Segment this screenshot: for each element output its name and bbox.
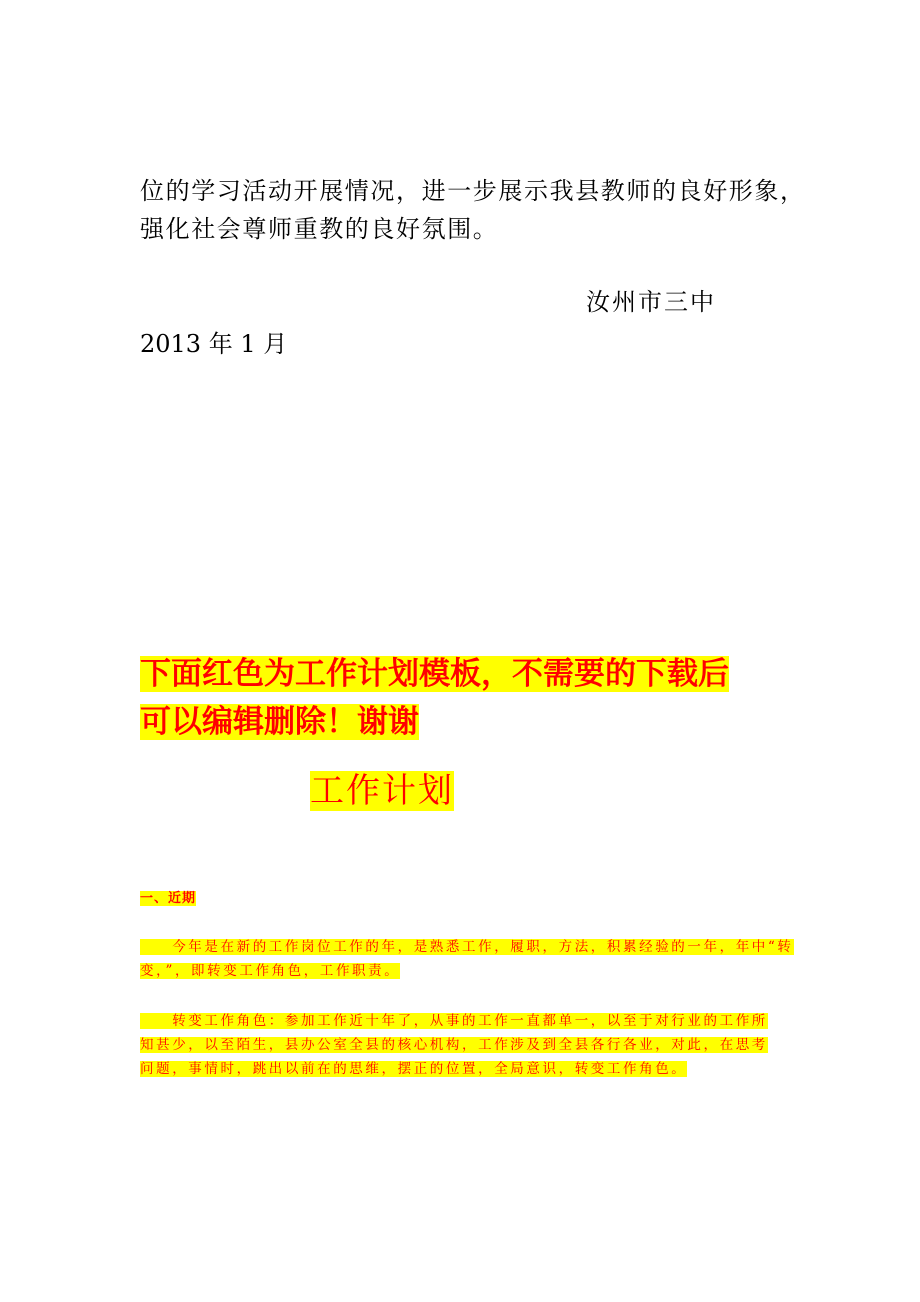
paragraph-2-text-3: 问题，事情时，跳出以前在的思维，摆正的位置，全局意识，转变工作角色。 bbox=[140, 1061, 688, 1077]
paragraph-2-text-2: 知甚少，以至陌生，县办公室全县的核心机构，工作涉及到全县各行各业，对此，在思考 bbox=[140, 1037, 768, 1053]
section-heading bbox=[140, 890, 196, 908]
template-notice-line-2 bbox=[140, 702, 419, 742]
letter-date: 2013 年 1 月 bbox=[140, 330, 288, 358]
plan-title-text: 工作计划 bbox=[310, 771, 454, 811]
paragraph-1-text-2: 变，”，即转变工作角色，工作职责。 bbox=[140, 963, 401, 979]
letter-text-line-1: 位的学习活动开展情况，进一步展示我县教师的良好形象， bbox=[140, 177, 806, 205]
paragraph-2-line-1 bbox=[140, 1012, 768, 1031]
template-notice-line-1 bbox=[140, 654, 729, 694]
paragraph-1-line-1 bbox=[140, 938, 794, 957]
paragraph-1-text-1: 今年是在新的工作岗位工作的年，是熟悉工作，履职，方法，积累经验的一年，年中“转 bbox=[140, 939, 794, 955]
template-notice-text-1: 下面红色为工作计划模板，不需要的下载后 bbox=[140, 656, 729, 692]
section-heading-text: 一、近期 bbox=[140, 891, 197, 906]
paragraph-2-line-3 bbox=[140, 1060, 687, 1079]
paragraph-1-line-2 bbox=[140, 962, 400, 981]
letter-signature: 汝州市三中 bbox=[586, 288, 716, 316]
template-notice-text-2: 可以编辑删除！谢谢 bbox=[140, 704, 419, 740]
letter-text-line-2: 强化社会尊师重教的良好氛围。 bbox=[140, 215, 499, 243]
plan-title bbox=[310, 770, 454, 812]
paragraph-2-text-1: 转变工作角色：参加工作近十年了，从事的工作一直都单一，以至于对行业的工作所 bbox=[140, 1013, 768, 1029]
paragraph-2-line-2 bbox=[140, 1036, 768, 1055]
